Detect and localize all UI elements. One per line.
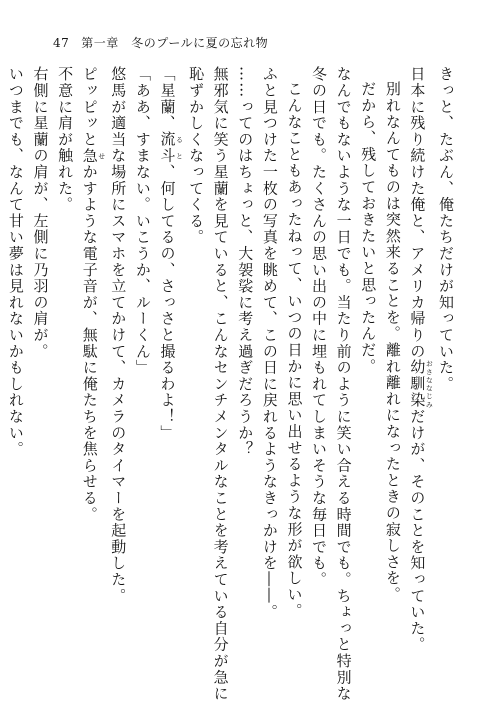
ruby-base: 急 [80, 147, 99, 164]
ruby-base: 幼馴染 [408, 359, 427, 409]
ruby-annotation [408, 359, 434, 409]
text-line [282, 66, 307, 678]
line-text: きっと、たぶん、俺たちだけが知っていた。 [437, 66, 455, 392]
line-text: 冬の日でも。たくさんの思い出の中に埋もれてしまいそうな毎日でも。 [310, 66, 329, 588]
text-line [183, 66, 208, 678]
line-text: 不意に肩が触れた。 [56, 66, 75, 213]
body-text [3, 66, 458, 702]
ruby-reading: せ [97, 147, 106, 164]
text-line [356, 66, 381, 678]
text-line [155, 66, 184, 678]
line-text: なんでもないような一日でも。当たり前のように笑い合える時間でも。ちょっと特別な [334, 66, 353, 702]
ruby-annotation [80, 147, 106, 164]
text-line [53, 66, 78, 678]
text-line [3, 66, 28, 678]
text-line [331, 66, 356, 702]
line-text: ピッピッと [80, 66, 99, 148]
line-text: 恥ずかしくなってくる。 [187, 66, 206, 246]
line-text: だから、残しておきたいと思ったんだ。 [359, 81, 378, 375]
text-line [130, 66, 155, 678]
text-line [380, 66, 405, 678]
text-line [306, 66, 331, 678]
chapter-title: 第一章 冬のプールに夏の忘れ物 [81, 36, 269, 50]
text-line [77, 66, 106, 678]
line-text: こんなこともあったねって、いつの日かに思い出せるような形が欲しい。 [285, 81, 304, 619]
ruby-annotation [158, 131, 184, 164]
line-text: 悠馬が適当な場所にスマホを立てかけて、カメラのタイマーを起動した。 [109, 66, 128, 604]
text-line [28, 66, 53, 678]
line-text: 日本に残り続けた俺と、アメリカ帰りの [408, 66, 427, 360]
text-line [233, 66, 258, 678]
text-line [405, 66, 434, 678]
line-text: ふと見つけた一枚の写真を眺めて、この日に戻れるようなきっかけを――。 [260, 66, 279, 621]
line-text: 、何してるの、さっさと撮るわよ！」 [158, 163, 177, 441]
text-line [106, 66, 131, 678]
ruby-base: 流斗 [158, 131, 177, 164]
ruby-reading: ると [175, 131, 184, 164]
line-text: 無邪気に笑う星蘭を見ていると、こんなセンチメンタルなことを考えている自分が急に [211, 66, 230, 702]
page-number: 47 [53, 36, 70, 50]
line-text: だけが、そのことを知っていた。 [408, 408, 427, 653]
line-text: かすような電子音が、無駄に俺たちを焦らせる。 [80, 163, 99, 523]
line-text: いつまでも、なんて甘い夢は見れないかもしれない。 [6, 66, 25, 458]
running-header [53, 34, 268, 51]
ruby-reading: おさななじみ [425, 359, 434, 409]
line-text: 「ああ、すまない。いこうか、ルーくん」 [133, 66, 152, 376]
line-text: 右側に星蘭の肩が、左側に乃羽の肩が。 [31, 66, 50, 360]
line-text: ……ってのはちょっと、大袈裟に考え過ぎだろうか？ [236, 66, 255, 458]
line-text: 別れなんてものは突然来ることを。離れ離れになったときの寂しさを。 [383, 81, 402, 603]
text-line [257, 66, 282, 678]
text-line [208, 66, 233, 702]
text-line [433, 66, 458, 678]
line-text: 「星蘭、 [158, 66, 177, 132]
